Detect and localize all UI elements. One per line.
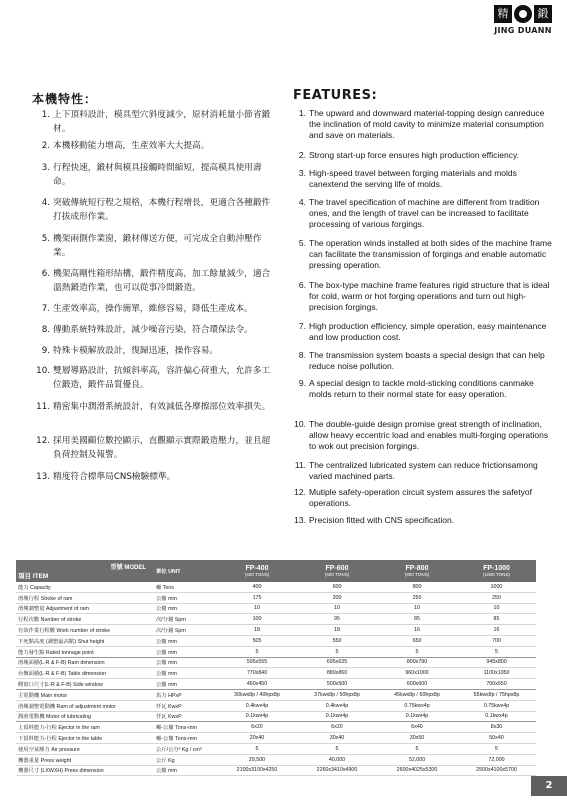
spec-value-cell: 200: [297, 592, 377, 603]
cn-feature-item: [32, 323, 277, 337]
spec-value-cell: 40,000: [297, 754, 377, 765]
spec-item-label: 潤滑電動機 Motor of lubricating: [16, 711, 154, 722]
spec-value-cell: 85: [377, 614, 457, 625]
spec-table-row: [16, 625, 536, 636]
spec-item-label: 下頂料能力-行程 Ejector in the table: [16, 733, 154, 744]
spec-value-cell: 95: [297, 614, 377, 625]
spec-value-cell: 30x40: [297, 733, 377, 744]
en-feature-number: 13.: [294, 515, 306, 525]
spec-table: [16, 560, 536, 776]
spec-unit-label: 公釐 mm: [154, 668, 217, 679]
en-feature-text: High production efficiency, simple operation, easy maintenance and low production cost.: [309, 321, 547, 343]
spec-table-row: [16, 700, 536, 711]
spec-item-label: 有效作業行程數 Work number of stroke: [16, 625, 154, 636]
model-tons: (800 TONS): [404, 572, 430, 577]
en-feature-number: 6.: [298, 280, 306, 290]
spec-table-row: [16, 722, 536, 733]
cn-feature-item: [32, 400, 277, 414]
spec-table-row: [16, 689, 536, 700]
spec-value-cell: 960x1000: [377, 668, 457, 679]
spec-value-cell: 2500x4100x5700: [457, 765, 536, 776]
spec-value-cell: 20x40: [217, 733, 297, 744]
cn-feature-number: 7.: [41, 304, 50, 314]
spec-header-model-col: [217, 560, 297, 582]
spec-value-cell: 945x800: [457, 657, 536, 668]
spec-table-row: [16, 657, 536, 668]
cn-feature-number: 5.: [41, 234, 50, 244]
spec-value-cell: 2260x3410x4900: [297, 765, 377, 776]
spec-value-cell: 175: [217, 592, 297, 603]
spec-value-cell: 250: [377, 592, 457, 603]
spec-value-cell: 72,000: [457, 754, 536, 765]
en-feature-number: 11.: [294, 460, 306, 470]
cn-feature-text: 傳動系統特殊設計，減少噪音污染，符合環保法令。: [53, 325, 253, 335]
spec-unit-label: 公釐 mm: [154, 657, 217, 668]
en-feature-text: The transmission system boasts a special design that can help reduce noise pollution.: [309, 350, 545, 372]
spec-unit-label: 次/分鐘 Spm: [154, 625, 217, 636]
logo-char-1: 精: [494, 5, 512, 23]
en-feature-text: Precision fitted with CNS specification.: [309, 515, 455, 525]
model-tons: (1000 TONS): [482, 572, 511, 577]
spec-table-row: [16, 765, 536, 776]
en-feature-item: [292, 321, 554, 343]
spec-value-cell: 880x860: [297, 668, 377, 679]
en-feature-number: 10.: [294, 419, 306, 429]
cn-feature-item: [32, 161, 277, 189]
spec-value-cell: 800: [377, 582, 457, 592]
cn-feature-number: 4.: [41, 198, 50, 208]
spec-value-cell: 10: [297, 603, 377, 614]
cn-feature-text: 採用美國顧位數控顯示，直觀顯示實際鍛造壓力，並且超負荷控制及報警。: [53, 436, 271, 461]
spec-table-row: [16, 743, 536, 754]
en-feature-item: [292, 238, 554, 272]
model-tons: (600 TONS): [324, 572, 350, 577]
spec-value-cell: 1000: [457, 582, 536, 592]
spec-value-cell: 2100x3100x4250: [217, 765, 297, 776]
spec-value-cell: 5: [377, 646, 457, 657]
spec-value-cell: 0.1kwx4p: [297, 711, 377, 722]
en-feature-text: The box-type machine frame features rigid structure that is ideal for cold, warm or hot forging operations and turn out high-precision forgings.: [309, 280, 550, 313]
cn-feature-number: 2.: [41, 141, 50, 151]
spec-unit-label: 仟瓦 KwxP: [154, 711, 217, 722]
cn-feature-number: 8.: [41, 325, 50, 335]
spec-value-cell: 595x555: [217, 657, 297, 668]
spec-value-cell: 16: [457, 625, 536, 636]
en-feature-item: [292, 460, 554, 482]
spec-unit-label: 噸 Tons: [154, 582, 217, 592]
spec-value-cell: 600: [297, 582, 377, 592]
en-feature-item: [292, 168, 554, 190]
en-feature-text: Strong start-up force ensures high production efficiency.: [309, 150, 519, 160]
cn-feature-item: [32, 344, 277, 358]
spec-unit-label: 公釐 mm: [154, 679, 217, 690]
cn-feature-text: 雙層導路設計，抗傾斜率高，容許偏心荷重大，允許多工位鍛造，鍛件品質優良。: [53, 366, 271, 391]
spec-value-cell: 18: [217, 625, 297, 636]
spec-unit-label: 公釐 mm: [154, 635, 217, 646]
en-feature-item: [292, 150, 554, 161]
spec-item-label: 能力 Capacity: [16, 582, 154, 592]
cn-feature-item: [32, 434, 277, 462]
en-feature-number: 9.: [298, 378, 306, 388]
spec-value-cell: 5: [297, 743, 377, 754]
en-feature-text: The upward and downward material-topping design canreduce the inclination of mold cavity to minimize material consumption and save on materials.: [309, 108, 545, 141]
spec-unit-label: 公釐 mm: [154, 765, 217, 776]
en-feature-number: 8.: [298, 350, 306, 360]
spec-table-row: [16, 592, 536, 603]
spec-unit-label: 噸-公釐 Tons-mm: [154, 733, 217, 744]
spec-table-row: [16, 679, 536, 690]
spec-value-cell: 5: [457, 743, 536, 754]
spec-value-cell: 6x20: [297, 722, 377, 733]
spec-value-cell: 0.4kwx4p: [297, 700, 377, 711]
spec-item-label: 滑塊面積(L-R & F-B) Ram dimension: [16, 657, 154, 668]
spec-value-cell: 500x500: [297, 679, 377, 690]
spec-value-cell: 6x20: [217, 722, 297, 733]
cn-feature-item: [32, 470, 277, 484]
cn-feature-number: 12.: [36, 436, 50, 446]
spec-value-cell: 700x650: [457, 679, 536, 690]
spec-value-cell: 400: [217, 582, 297, 592]
spec-item-label: 滑塊調整電動機 Ram of adjustment motor: [16, 700, 154, 711]
spec-value-cell: 5: [377, 743, 457, 754]
model-name: FP-800: [405, 565, 429, 572]
spec-item-label: 滑塊調整量 Adjustment of ram: [16, 603, 154, 614]
en-feature-number: 7.: [298, 321, 306, 331]
cn-feature-item: [32, 139, 277, 153]
model-name: FP-400: [245, 565, 269, 572]
spec-table-row: [16, 668, 536, 679]
spec-item-label: 下死點高度 (調整最高點) Shut height: [16, 635, 154, 646]
en-feature-item: [292, 515, 554, 526]
spec-value-cell: 30kwx8p / 40hpx8p: [217, 689, 297, 700]
model-name: FP-600: [325, 565, 349, 572]
en-feature-item: [292, 108, 554, 142]
spec-value-cell: 0.1kwx4p: [217, 711, 297, 722]
en-feature-number: 5.: [298, 238, 306, 248]
cn-feature-number: 6.: [41, 269, 50, 279]
spec-value-cell: 10: [217, 603, 297, 614]
en-feature-item: [292, 280, 554, 314]
spec-value-cell: 30x50: [377, 733, 457, 744]
en-feature-text: Mutiple safety-operation circuit system assures the safetyof operations.: [309, 487, 532, 509]
spec-header-unit: 單位 UNIT: [154, 560, 217, 582]
spec-value-cell: 0.75kwx4p: [457, 700, 536, 711]
spec-table-row: [16, 582, 536, 592]
cn-feature-text: 機架兩側作業窗，鍛材傳送方便，可完成全自動沖壓作業。: [53, 234, 262, 259]
spec-header-row: [16, 560, 536, 582]
cn-feature-text: 特殊卡模解放設計，復歸迅速，操作容易。: [53, 346, 219, 356]
spec-value-cell: 100: [217, 614, 297, 625]
spec-value-cell: 5: [217, 646, 297, 657]
cn-feature-number: 1.: [41, 110, 50, 120]
spec-header-model-col: [457, 560, 536, 582]
en-feature-text: The travel specification of machine are different from tradition ones, and the length of travel can be increased to facilitate processing of various forgings.: [309, 197, 540, 230]
cn-features-heading: 本機特性：: [32, 92, 98, 106]
spec-value-cell: 5: [297, 646, 377, 657]
cn-feature-number: 10.: [36, 366, 50, 376]
spec-value-cell: 700: [457, 635, 536, 646]
spec-value-cell: 0.1kwx4p: [457, 711, 536, 722]
spec-item-label: 機器尺寸 (LXWXH) Press dimension: [16, 765, 154, 776]
spec-value-cell: 505: [217, 635, 297, 646]
model-tons: (400 TONS): [244, 572, 270, 577]
spec-table-row: [16, 646, 536, 657]
spec-item-label: 上頂料能力-行程 Ejector in the ram: [16, 722, 154, 733]
spec-value-cell: 6x40: [377, 722, 457, 733]
spec-value-cell: 10: [377, 603, 457, 614]
spec-unit-label: 公斤 Kg: [154, 754, 217, 765]
cn-feature-number: 9.: [41, 346, 50, 356]
spec-value-cell: 600x600: [377, 679, 457, 690]
cn-feature-text: 本機移動能力增高，生產效率大大提高。: [53, 141, 210, 151]
spec-header-model: 型號 MODEL: [110, 565, 146, 571]
en-feature-text: A special design to tackle mold-sticking conditions canmake molds return to their normal state for easy operation.: [309, 378, 534, 400]
spec-item-label: 使用空氣壓力 Air pressure: [16, 743, 154, 754]
spec-item-label: 主電動機 Main motor: [16, 689, 154, 700]
spec-value-cell: 250: [457, 592, 536, 603]
spec-value-cell: 550: [297, 635, 377, 646]
en-feature-number: 12.: [294, 487, 306, 497]
cn-feature-number: 13.: [36, 472, 50, 482]
spec-value-cell: 695x635: [297, 657, 377, 668]
spec-unit-label: 仟瓦 KwxP: [154, 700, 217, 711]
spec-header-model-col: [377, 560, 457, 582]
en-feature-text: The centralized lubricated system can reduce frictionsamong varied machined parts.: [309, 460, 538, 482]
page-number: 2: [531, 776, 567, 796]
en-feature-text: High-speed travel between forging materials and molds canextend the serving life of molds.: [309, 168, 517, 190]
en-feature-number: 4.: [298, 197, 306, 207]
en-feature-item: [292, 350, 554, 372]
en-feature-item: [292, 419, 554, 453]
spec-value-cell: 5: [457, 646, 536, 657]
model-name: FP-1000: [483, 565, 510, 572]
logo-char-2: 鍛: [534, 5, 552, 23]
cn-feature-item: [32, 267, 277, 295]
cn-feature-item: [32, 232, 277, 260]
spec-value-cell: 10: [457, 603, 536, 614]
spec-value-cell: 55kwx8p / 75hpx8p: [457, 689, 536, 700]
spec-table-row: [16, 733, 536, 744]
cn-feature-text: 精度符合標準局CNS檢驗標準。: [53, 472, 176, 482]
spec-value-cell: 770x840: [217, 668, 297, 679]
spec-table-wrapper: [16, 560, 536, 776]
cn-feature-text: 突破傳統短行程之規格，本機行程增長，更適合各種鍛件打拔成形作業。: [53, 198, 271, 223]
spec-value-cell: 29,500: [217, 754, 297, 765]
en-feature-number: 2.: [298, 150, 306, 160]
spec-value-cell: 800x790: [377, 657, 457, 668]
spec-value-cell: 18: [297, 625, 377, 636]
spec-header-item: 項目 ITEM: [18, 573, 49, 580]
spec-value-cell: 450x450: [217, 679, 297, 690]
company-logo: [494, 5, 552, 67]
spec-item-label: 機器重量 Press weight: [16, 754, 154, 765]
spec-value-cell: 37kwx8p / 50hpx8p: [297, 689, 377, 700]
cn-feature-text: 行程快速，鍛材與模具接觸時間縮短，提高模具使用壽命。: [53, 163, 262, 188]
en-features-heading: FEATURES:: [293, 88, 378, 103]
spec-value-cell: 45kwx8p / 60hpx8p: [377, 689, 457, 700]
spec-table-row: [16, 635, 536, 646]
en-feature-text: The double-guide design promise great strength of inclination, allow heavy eccentric load and enables multi-forging operations to wok out precision forgings.: [309, 419, 549, 452]
cn-feature-number: 11.: [36, 402, 50, 412]
spec-unit-label: 公斤/公分² Kg / cm²: [154, 743, 217, 754]
spec-unit-label: 公釐 mm: [154, 646, 217, 657]
spec-table-row: [16, 711, 536, 722]
spec-unit-label: 噸-公釐 Tons-mm: [154, 722, 217, 733]
cn-feature-item: [32, 364, 277, 392]
spec-value-cell: 5: [217, 743, 297, 754]
spec-value-cell: 2600x4025x5300: [377, 765, 457, 776]
cn-feature-item: [32, 302, 277, 316]
spec-value-cell: 16: [377, 625, 457, 636]
spec-unit-label: 馬力 HPxP: [154, 689, 217, 700]
spec-value-cell: 52,000: [377, 754, 457, 765]
en-feature-number: 3.: [298, 168, 306, 178]
spec-value-cell: 1100x1050: [457, 668, 536, 679]
spec-value-cell: 0.4kwx4p: [217, 700, 297, 711]
cn-feature-item: [32, 108, 277, 136]
spec-unit-label: 公釐 mm: [154, 603, 217, 614]
spec-item-label: 滑塊行程 Stroke of ram: [16, 592, 154, 603]
spec-table-row: [16, 754, 536, 765]
spec-table-body: [16, 582, 536, 776]
cn-feature-item: [32, 196, 277, 224]
spec-header-item-cell: [16, 560, 154, 582]
en-feature-item: [292, 487, 554, 509]
spec-value-cell: 0.75kwx4p: [377, 700, 457, 711]
cn-feature-text: 機架高剛性箱形結構，鍛件精度高，加工餘量減少，適合溫熱鍛造作業，也可以從事冷間鍛造。: [53, 269, 271, 294]
spec-value-cell: 50x40: [457, 733, 536, 744]
spec-value-cell: 650: [377, 635, 457, 646]
spec-item-label: 側窗口尺寸(L-R & F-B) Side window: [16, 679, 154, 690]
en-feature-number: 1.: [298, 108, 306, 118]
cn-feature-number: 3.: [41, 163, 50, 173]
en-feature-item: [292, 378, 554, 400]
spec-table-row: [16, 614, 536, 625]
en-feature-text: The operation winds installed at both sides of the machine frame can facilitate the transmission of forgings and enable automatic pressing operation.: [309, 238, 552, 271]
spec-header-model-col: [297, 560, 377, 582]
logo-name: JING DUANN: [494, 26, 552, 35]
gear-icon: [514, 5, 532, 23]
spec-value-cell: 8x30: [457, 722, 536, 733]
en-feature-item: [292, 197, 554, 231]
spec-unit-label: 次/分鐘 Spm: [154, 614, 217, 625]
spec-item-label: 台盤面積(L-R & F-B) Table dimension: [16, 668, 154, 679]
spec-value-cell: 0.1kwx4p: [377, 711, 457, 722]
spec-table-row: [16, 603, 536, 614]
spec-item-label: 能力發生點 Rated tonnage point: [16, 646, 154, 657]
spec-unit-label: 公釐 mm: [154, 592, 217, 603]
cn-feature-text: 精密集中潤滑系統設計，有效減低各摩擦部位效率損失。: [53, 402, 271, 412]
spec-value-cell: 85: [457, 614, 536, 625]
spec-item-label: 行程次數 Number of stroke: [16, 614, 154, 625]
cn-feature-text: 上下頂料設計，模具型穴斜度減少，原材消耗量小節省鍛材。: [53, 110, 271, 135]
cn-feature-text: 生產效率高，操作簡單，維修容易，降低生產成本。: [53, 304, 253, 314]
